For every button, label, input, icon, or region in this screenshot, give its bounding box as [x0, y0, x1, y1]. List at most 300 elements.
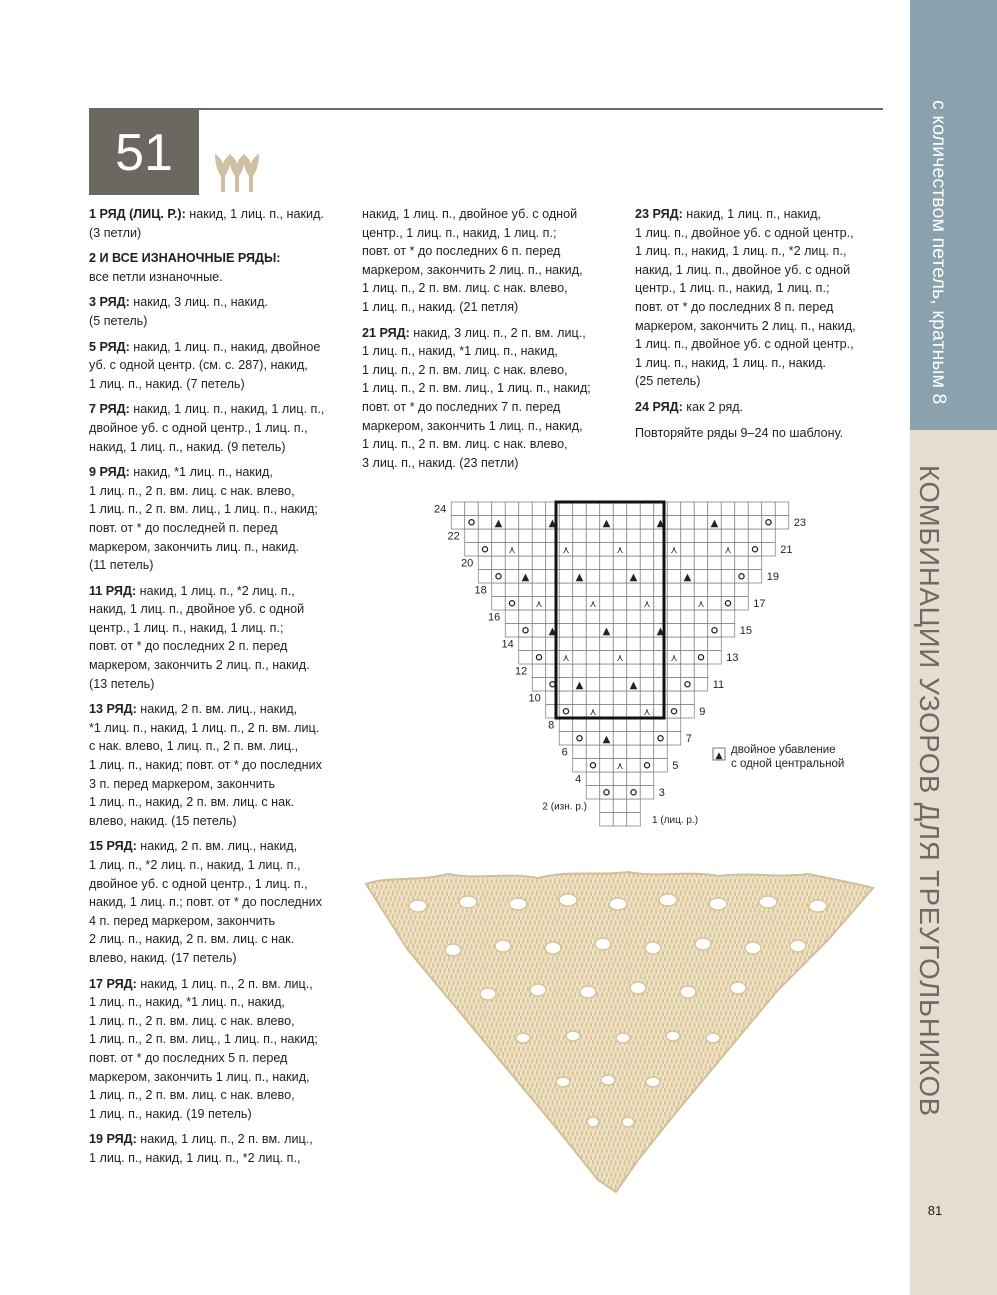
decrease-symbol: ▲	[548, 626, 557, 637]
chart-cell	[586, 570, 600, 584]
instruction-line: накид, 1 лиц. п., накид.	[185, 207, 324, 221]
chart-cell	[667, 570, 681, 584]
instruction-line: с нак. влево, 1 лиц. п., 2 п. вм. лиц.,	[89, 739, 299, 754]
decrease-symbol: ▲	[575, 680, 584, 691]
chart-cell	[640, 745, 654, 759]
chart-cell	[627, 772, 641, 786]
chart-cell	[573, 718, 587, 732]
chart-cell	[451, 502, 465, 516]
chart-cell	[748, 502, 762, 516]
decrease-symbol: ⋏	[670, 653, 678, 664]
decrease-symbol: ⋏	[535, 599, 543, 610]
chart-cell	[667, 583, 681, 597]
chart-cell	[559, 718, 573, 732]
decrease-symbol: ⋏	[643, 599, 651, 610]
decrease-symbol: ▲	[710, 518, 719, 529]
chart-cell	[667, 732, 681, 746]
chart-cell	[681, 664, 695, 678]
instruction-line: как 2 ряд.	[682, 399, 744, 414]
row-label: 21 РЯД:	[362, 325, 410, 340]
instruction-line: (3 петли)	[89, 225, 142, 240]
chart-cell	[721, 610, 735, 624]
instructions-column-3	[635, 205, 885, 449]
chart-cell	[559, 610, 573, 624]
instruction-line: накид, 1 лиц. п., 2 п. вм. лиц.,	[136, 976, 313, 991]
chart-cell	[627, 732, 641, 746]
instructions-column-2	[362, 205, 622, 479]
row-number: 3	[658, 787, 665, 799]
chart-cell	[613, 583, 627, 597]
chart-cell	[613, 556, 627, 570]
chart-cell	[586, 772, 600, 786]
chart-cell	[681, 651, 695, 665]
chart-cell	[640, 516, 654, 530]
chart-cell	[694, 543, 708, 557]
chart-cell	[694, 624, 708, 638]
chart-cell	[640, 543, 654, 557]
chart-cell	[681, 705, 695, 719]
chart-cell	[667, 664, 681, 678]
chart-cell	[465, 502, 479, 516]
chart-cell	[667, 691, 681, 705]
row-number: 13	[726, 652, 739, 664]
chart-cell	[559, 637, 573, 651]
chart-cell	[748, 516, 762, 530]
chart-cell	[573, 745, 587, 759]
chart-cell	[721, 556, 735, 570]
chart-cell	[505, 624, 519, 638]
chart-cell	[613, 529, 627, 543]
instruction-line: двойное уб. с одной центр., 1 лиц. п.,	[89, 876, 308, 891]
chart-cell	[465, 543, 479, 557]
chart-cell	[640, 691, 654, 705]
decrease-symbol: ⋏	[589, 707, 597, 718]
difficulty-icon	[212, 150, 262, 194]
instruction-line: 3 п. перед маркером, закончить	[89, 776, 276, 791]
chart-cell	[573, 516, 587, 530]
chart-cell	[762, 502, 776, 516]
chart-cell	[505, 529, 519, 543]
instructions-column-1	[89, 205, 351, 1175]
chart-cell	[748, 556, 762, 570]
chart-cell	[600, 678, 614, 692]
chart-cell	[613, 570, 627, 584]
chart-cell	[586, 610, 600, 624]
chart-cell	[613, 624, 627, 638]
chart-cell	[600, 745, 614, 759]
row-label: 17 РЯД:	[89, 976, 137, 991]
chart-cell	[681, 624, 695, 638]
chart-cell	[519, 651, 533, 665]
instruction-line: накид, 2 п. вм. лиц., накид,	[136, 839, 298, 854]
chart-cell	[627, 624, 641, 638]
chart-cell	[519, 610, 533, 624]
chart-cell	[721, 583, 735, 597]
chart-cell	[627, 664, 641, 678]
instruction-line: *1 лиц. п., накид, 1 лиц. п., 2 п. вм. лиц.	[89, 720, 320, 735]
chart-cell	[613, 597, 627, 611]
chart-cell	[559, 691, 573, 705]
chart-cell	[573, 759, 587, 773]
decrease-symbol: ▲	[656, 626, 665, 637]
chart-cell	[573, 529, 587, 543]
chart-cell	[492, 583, 506, 597]
chart-cell	[600, 664, 614, 678]
section-title: КОМБИНАЦИИ УЗОРОВ ДЛЯ ТРЕУГОЛЬНИКОВ	[914, 465, 945, 1117]
chart-cell	[478, 502, 492, 516]
chart-cell	[667, 516, 681, 530]
chart-cell	[681, 637, 695, 651]
chart-cell	[492, 543, 506, 557]
chart-cell	[573, 543, 587, 557]
instruction-line: 1 лиц. п., накид. (21 петля)	[362, 299, 519, 314]
row-number: 8	[548, 719, 555, 732]
chart-cell	[532, 651, 546, 665]
chart-cell	[505, 597, 519, 611]
chart-cell	[532, 637, 546, 651]
decrease-symbol: ⋏	[589, 599, 597, 610]
row-label: 7 РЯД:	[89, 402, 130, 417]
chart-cell	[532, 556, 546, 570]
instruction-line: повт. от * до последних 5 п. перед	[89, 1050, 288, 1065]
chart-cell	[600, 651, 614, 665]
instruction-line: 1 лиц. п., *2 лиц. п., накид, 1 лиц. п.,	[89, 858, 301, 872]
chart-cell	[586, 745, 600, 759]
instruction-line: 1 лиц. п., двойное уб. с одной центр.,	[635, 337, 854, 352]
chart-cell	[613, 772, 627, 786]
chart-cell	[586, 556, 600, 570]
instruction-line: накид, 1 лиц. п., накид,	[682, 207, 821, 221]
instruction-block	[89, 837, 351, 967]
row-number: 9	[699, 706, 706, 718]
row-number: 6	[561, 746, 568, 759]
chart-cell	[613, 705, 627, 719]
row-number: 10	[528, 692, 541, 705]
chart-cell	[735, 583, 749, 597]
chart-cell	[627, 502, 641, 516]
chart-cell	[721, 516, 735, 530]
chart-cell	[640, 583, 654, 597]
instruction-block	[89, 249, 351, 286]
decrease-symbol: ▲	[521, 572, 530, 583]
instruction-line: 1 лиц. п., 2 п. вм. лиц. с нак. влево,	[362, 281, 568, 296]
row-number: 5	[672, 760, 679, 772]
instruction-line: 1 лиц. п., 2 п. вм. лиц., 1 лиц. п., накид;	[89, 1032, 318, 1047]
instruction-line: повт. от * до последних 8 п. перед	[635, 299, 834, 314]
instruction-line: влево, накид. (15 петель)	[89, 813, 237, 828]
instruction-line: 1 лиц. п., 2 п. вм. лиц. с нак. влево,	[89, 483, 295, 498]
chart-cell	[492, 597, 506, 611]
chart-cell	[478, 543, 492, 557]
chart-cell	[627, 529, 641, 543]
chart-cell	[640, 651, 654, 665]
chart-cell	[519, 502, 533, 516]
row-label-1: 1 (лиц. р.)	[652, 815, 699, 826]
shawl-swatch-photo	[358, 860, 878, 1205]
chart-cell	[600, 786, 614, 800]
chart-cell	[559, 705, 573, 719]
instruction-line: 1 лиц. п., накид. (7 петель)	[89, 376, 245, 391]
chart-cell	[573, 664, 587, 678]
chart-cell	[735, 570, 749, 584]
chart-cell	[586, 624, 600, 638]
chart-cell	[613, 664, 627, 678]
chart-cell	[627, 705, 641, 719]
row-number: 19	[766, 571, 779, 583]
chart-cell	[613, 610, 627, 624]
chart-cell	[708, 502, 722, 516]
chart-cell	[694, 502, 708, 516]
chart-cell	[640, 610, 654, 624]
chart-cell	[573, 651, 587, 665]
instruction-line: (11 петель)	[89, 558, 154, 573]
chart-cell	[627, 759, 641, 773]
chart-cell	[532, 624, 546, 638]
chart-cell	[573, 732, 587, 746]
row-label-2: 2 (изн. р.)	[542, 801, 587, 813]
chart-cell	[613, 732, 627, 746]
chart-cell	[532, 543, 546, 557]
chart-cell	[573, 610, 587, 624]
chart-cell	[492, 502, 506, 516]
chart-cell	[600, 772, 614, 786]
chart-cell	[559, 732, 573, 746]
chart-cell	[586, 759, 600, 773]
chart-cell	[586, 786, 600, 800]
chart-cell	[735, 516, 749, 530]
chart-cell	[775, 502, 789, 516]
chart-cell	[627, 610, 641, 624]
chart-cell	[532, 678, 546, 692]
instruction-line: уб. с одной центр. (см. с. 287), накид,	[89, 358, 308, 373]
chart-cell	[519, 597, 533, 611]
instruction-line: повт. от * до последних 7 п. перед	[362, 399, 561, 414]
chart-cell	[667, 718, 681, 732]
chart-cell	[681, 543, 695, 557]
chart-cell	[559, 516, 573, 530]
chart-cell	[640, 718, 654, 732]
instruction-line: 1 лиц. п., 2 п. вм. лиц. с нак. влево,	[89, 1088, 295, 1103]
chart-cell	[600, 570, 614, 584]
chart-cell	[519, 556, 533, 570]
row-number: 11	[712, 679, 725, 691]
chart-cell	[559, 556, 573, 570]
instruction-line: 3 лиц. п., накид. (23 петли)	[362, 455, 519, 470]
instruction-line: 1 лиц. п., накид, 2 п. вм. лиц. с нак.	[89, 795, 295, 810]
chart-cell	[478, 516, 492, 530]
decrease-symbol: ▲	[629, 680, 638, 691]
chart-cell	[600, 759, 614, 773]
chart-cell	[640, 556, 654, 570]
instruction-line: 4 п. перед маркером, закончить	[89, 913, 276, 928]
chart-cell	[586, 651, 600, 665]
chart-cell	[640, 772, 654, 786]
page-number: 81	[927, 1203, 943, 1218]
instruction-line: маркером, закончить 1 лиц. п., накид,	[362, 418, 583, 433]
decrease-symbol: ⋏	[508, 545, 516, 556]
chart-cell	[721, 570, 735, 584]
instruction-block	[89, 975, 351, 1124]
chart-cell	[613, 745, 627, 759]
chart-cell	[681, 556, 695, 570]
chart-cell	[694, 516, 708, 530]
instruction-line: центр., 1 лиц. п., накид, 1 лиц. п.;	[362, 225, 557, 240]
chart-cell	[708, 597, 722, 611]
instruction-line: накид, 1 лиц. п., 2 п. вм. лиц.,	[136, 1132, 313, 1147]
instruction-line: 1 лиц. п., накид, *1 лиц. п., накид,	[89, 995, 285, 1010]
chart-cell	[505, 502, 519, 516]
chart-cell	[505, 516, 519, 530]
instruction-line: все петли изнаночные.	[89, 269, 223, 284]
decrease-symbol: ▲	[683, 572, 692, 583]
instruction-line: накид, 1 лиц. п., двойное уб. с одной	[362, 207, 578, 221]
chart-cell	[721, 597, 735, 611]
chart-cell	[586, 732, 600, 746]
chart-cell	[505, 610, 519, 624]
chart-cell	[667, 597, 681, 611]
chart-cell	[667, 529, 681, 543]
chart-cell	[532, 583, 546, 597]
instruction-line: накид, 2 п. вм. лиц., накид,	[136, 702, 298, 717]
chart-cell	[694, 583, 708, 597]
row-label: 23 РЯД:	[635, 207, 683, 221]
decrease-symbol: ▲	[548, 518, 557, 529]
instruction-block	[362, 205, 622, 317]
chart-cell	[694, 678, 708, 692]
chart-cell	[492, 529, 506, 543]
chart-cell	[640, 529, 654, 543]
chart-cell	[694, 610, 708, 624]
chart-cell	[451, 516, 465, 530]
instruction-line: накид, 1 лиц. п., двойное уб. с одной	[89, 602, 305, 617]
decrease-symbol: ⋏	[616, 653, 624, 664]
instruction-line: маркером, закончить 2 лиц. п., накид.	[89, 658, 310, 673]
chart-cell	[762, 543, 776, 557]
instruction-block	[89, 463, 351, 575]
instruction-line: 1 лиц. п., 2 п. вм. лиц., 1 лиц. п., накид;	[89, 502, 318, 517]
chart-cell	[627, 718, 641, 732]
section-subtitle: с количеством петель, кратным 8	[928, 100, 950, 405]
chart-cell	[573, 624, 587, 638]
instruction-line: 1 лиц. п., накид, 1 лиц. п., накид.	[635, 355, 827, 370]
instruction-block	[89, 293, 351, 330]
chart-cell	[613, 678, 627, 692]
instruction-line: повт. от * до последней п. перед	[89, 520, 278, 535]
chart-cell	[694, 651, 708, 665]
chart-cell	[478, 570, 492, 584]
chart-cell	[573, 705, 587, 719]
chart-cell	[505, 583, 519, 597]
instruction-line: накид, *1 лиц. п., накид,	[129, 465, 273, 480]
chart-cell	[694, 570, 708, 584]
row-number: 17	[753, 598, 766, 610]
instruction-line: накид, 1 лиц. п., двойное уб. с одной	[635, 262, 851, 277]
chart-cell	[600, 799, 614, 813]
instruction-block	[635, 205, 885, 391]
chart-cell	[613, 502, 627, 516]
chart-cell	[559, 583, 573, 597]
chart-cell	[573, 597, 587, 611]
chart-cell	[600, 556, 614, 570]
chart-cell	[654, 718, 668, 732]
chart-cell	[519, 516, 533, 530]
decrease-symbol: ▲	[602, 626, 611, 637]
chart-cell	[519, 637, 533, 651]
chart-cell	[492, 556, 506, 570]
row-number: 7	[685, 733, 692, 745]
chart-cell	[586, 664, 600, 678]
chart-cell	[694, 556, 708, 570]
chart-cell	[586, 678, 600, 692]
chart-cell	[613, 813, 627, 827]
chart-cell	[559, 664, 573, 678]
row-number: 22	[447, 530, 460, 543]
chart-cell	[694, 637, 708, 651]
chart-cell	[559, 597, 573, 611]
instruction-line: 1 лиц. п., накид, 1 лиц. п., *2 лиц. п.,	[89, 1150, 301, 1165]
instruction-line: 1 лиц. п., 2 п. вм. лиц. с нак. влево,	[362, 362, 568, 377]
row-label: 9 РЯД:	[89, 465, 130, 480]
chart-cell	[559, 678, 573, 692]
pattern-number: 51	[115, 124, 173, 182]
chart-cell	[708, 570, 722, 584]
instruction-line: маркером, закончить лиц. п., накид.	[89, 539, 300, 554]
chart-cell	[600, 637, 614, 651]
chart-cell	[708, 637, 722, 651]
chart-cell	[667, 637, 681, 651]
chart-cell	[748, 570, 762, 584]
instruction-line: накид, 1 лиц. п., *2 лиц. п.,	[136, 583, 295, 598]
pattern-number-box	[89, 110, 199, 195]
chart-cell	[640, 637, 654, 651]
chart-cell	[667, 678, 681, 692]
chart-cell	[762, 516, 776, 530]
decrease-symbol: ▲	[629, 572, 638, 583]
chart-cell	[627, 813, 641, 827]
chart-cell	[681, 597, 695, 611]
chart-cell	[519, 543, 533, 557]
row-number: 23	[793, 517, 806, 529]
row-label: 19 РЯД:	[89, 1132, 137, 1147]
chart-cell	[654, 732, 668, 746]
chart-cell	[694, 664, 708, 678]
decrease-symbol: ⋏	[670, 545, 678, 556]
chart-cell	[559, 502, 573, 516]
row-label: 3 РЯД:	[89, 295, 130, 310]
chart-cell	[708, 529, 722, 543]
decrease-symbol: ▲	[602, 518, 611, 529]
chart-cell	[478, 556, 492, 570]
chart-cell	[708, 556, 722, 570]
chart-cell	[667, 624, 681, 638]
instruction-line: (13 петель)	[89, 676, 155, 691]
chart-cell	[559, 529, 573, 543]
chart-cell	[627, 583, 641, 597]
chart-cell	[640, 678, 654, 692]
chart-cell	[654, 745, 668, 759]
chart-cell	[627, 597, 641, 611]
row-number: 14	[501, 638, 514, 651]
chart-cell	[640, 570, 654, 584]
chart-cell	[627, 543, 641, 557]
row-number: 24	[434, 503, 447, 516]
chart-cell	[681, 691, 695, 705]
row-label: 5 РЯД:	[89, 339, 130, 354]
chart-cell	[667, 705, 681, 719]
chart-cell	[708, 610, 722, 624]
instruction-line: 1 лиц. п., 2 п. вм. лиц. с нак. влево,	[362, 437, 568, 452]
chart-cell	[613, 718, 627, 732]
